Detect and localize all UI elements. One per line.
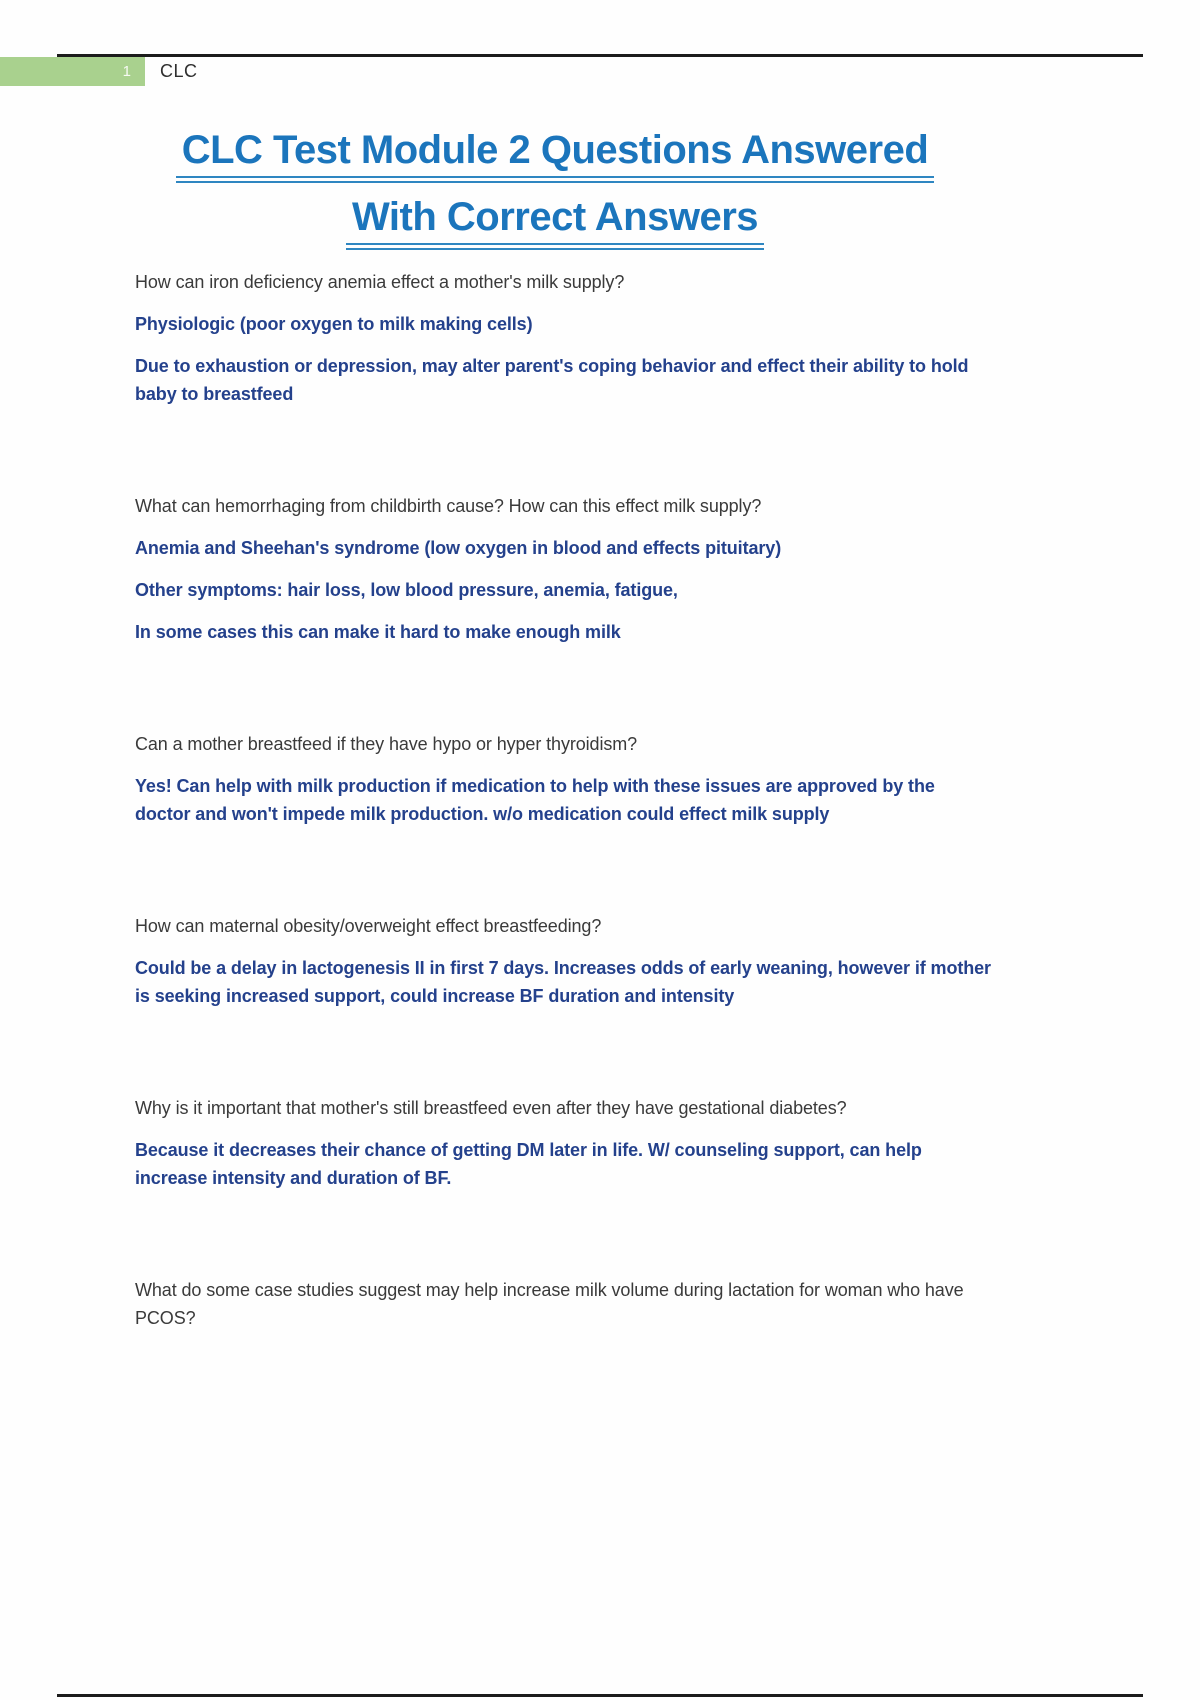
- question-text: What can hemorrhaging from childbirth cause? How can this effect milk supply?: [135, 496, 762, 516]
- question-text: Why is it important that mother's still breastfeed even after they have gestational diabetes?: [135, 1098, 847, 1118]
- question-text: How can maternal obesity/overweight effect breastfeeding?: [135, 916, 602, 936]
- header-divider-rule: [57, 54, 1143, 57]
- page-number-badge: [0, 57, 145, 86]
- qa-group-6: [135, 1276, 995, 1332]
- qa-group-4: [135, 912, 995, 1010]
- question-text: How can iron deficiency anemia effect a mother's milk supply?: [135, 272, 625, 292]
- page-number: 1: [122, 63, 131, 80]
- qa-group-3: [135, 730, 995, 828]
- answer-text: Because it decreases their chance of getting DM later in life. W/ counseling support, can help increase intensity and duration of BF.: [135, 1140, 922, 1188]
- qa-group-5: [135, 1094, 995, 1192]
- footer-divider-rule: [57, 1694, 1143, 1697]
- title-line-2: With Correct Answers: [346, 195, 764, 250]
- qa-group-2: [135, 492, 995, 646]
- answer-text: Due to exhaustion or depression, may alter parent's coping behavior and effect their ability to hold baby to breastfeed: [135, 356, 969, 404]
- answer-text: In some cases this can make it hard to make enough milk: [135, 622, 621, 642]
- document-title: [0, 128, 1110, 250]
- header-course-label: CLC: [160, 61, 198, 81]
- qa-content: [135, 268, 995, 1416]
- title-line-1-row: [0, 128, 1110, 183]
- qa-group-1: [135, 268, 995, 408]
- answer-text: Physiologic (poor oxygen to milk making cells): [135, 314, 533, 334]
- title-line-2-row: [0, 195, 1110, 250]
- question-text: Can a mother breastfeed if they have hypo or hyper thyroidism?: [135, 734, 638, 754]
- title-line-1: CLC Test Module 2 Questions Answered: [176, 128, 935, 183]
- answer-text: Anemia and Sheehan's syndrome (low oxygen in blood and effects pituitary): [135, 538, 782, 558]
- question-text: What do some case studies suggest may help increase milk volume during lactation for woman who have PCOS?: [135, 1280, 964, 1328]
- answer-text: Could be a delay in lactogenesis II in first 7 days. Increases odds of early weaning, however if mother is seeking increased support, could increase BF duration and intensity: [135, 958, 991, 1006]
- answer-text: Other symptoms: hair loss, low blood pressure, anemia, fatigue,: [135, 580, 678, 600]
- answer-text: Yes! Can help with milk production if medication to help with these issues are approved by the doctor and won't impede milk production. w/o medication could effect milk supply: [135, 776, 935, 824]
